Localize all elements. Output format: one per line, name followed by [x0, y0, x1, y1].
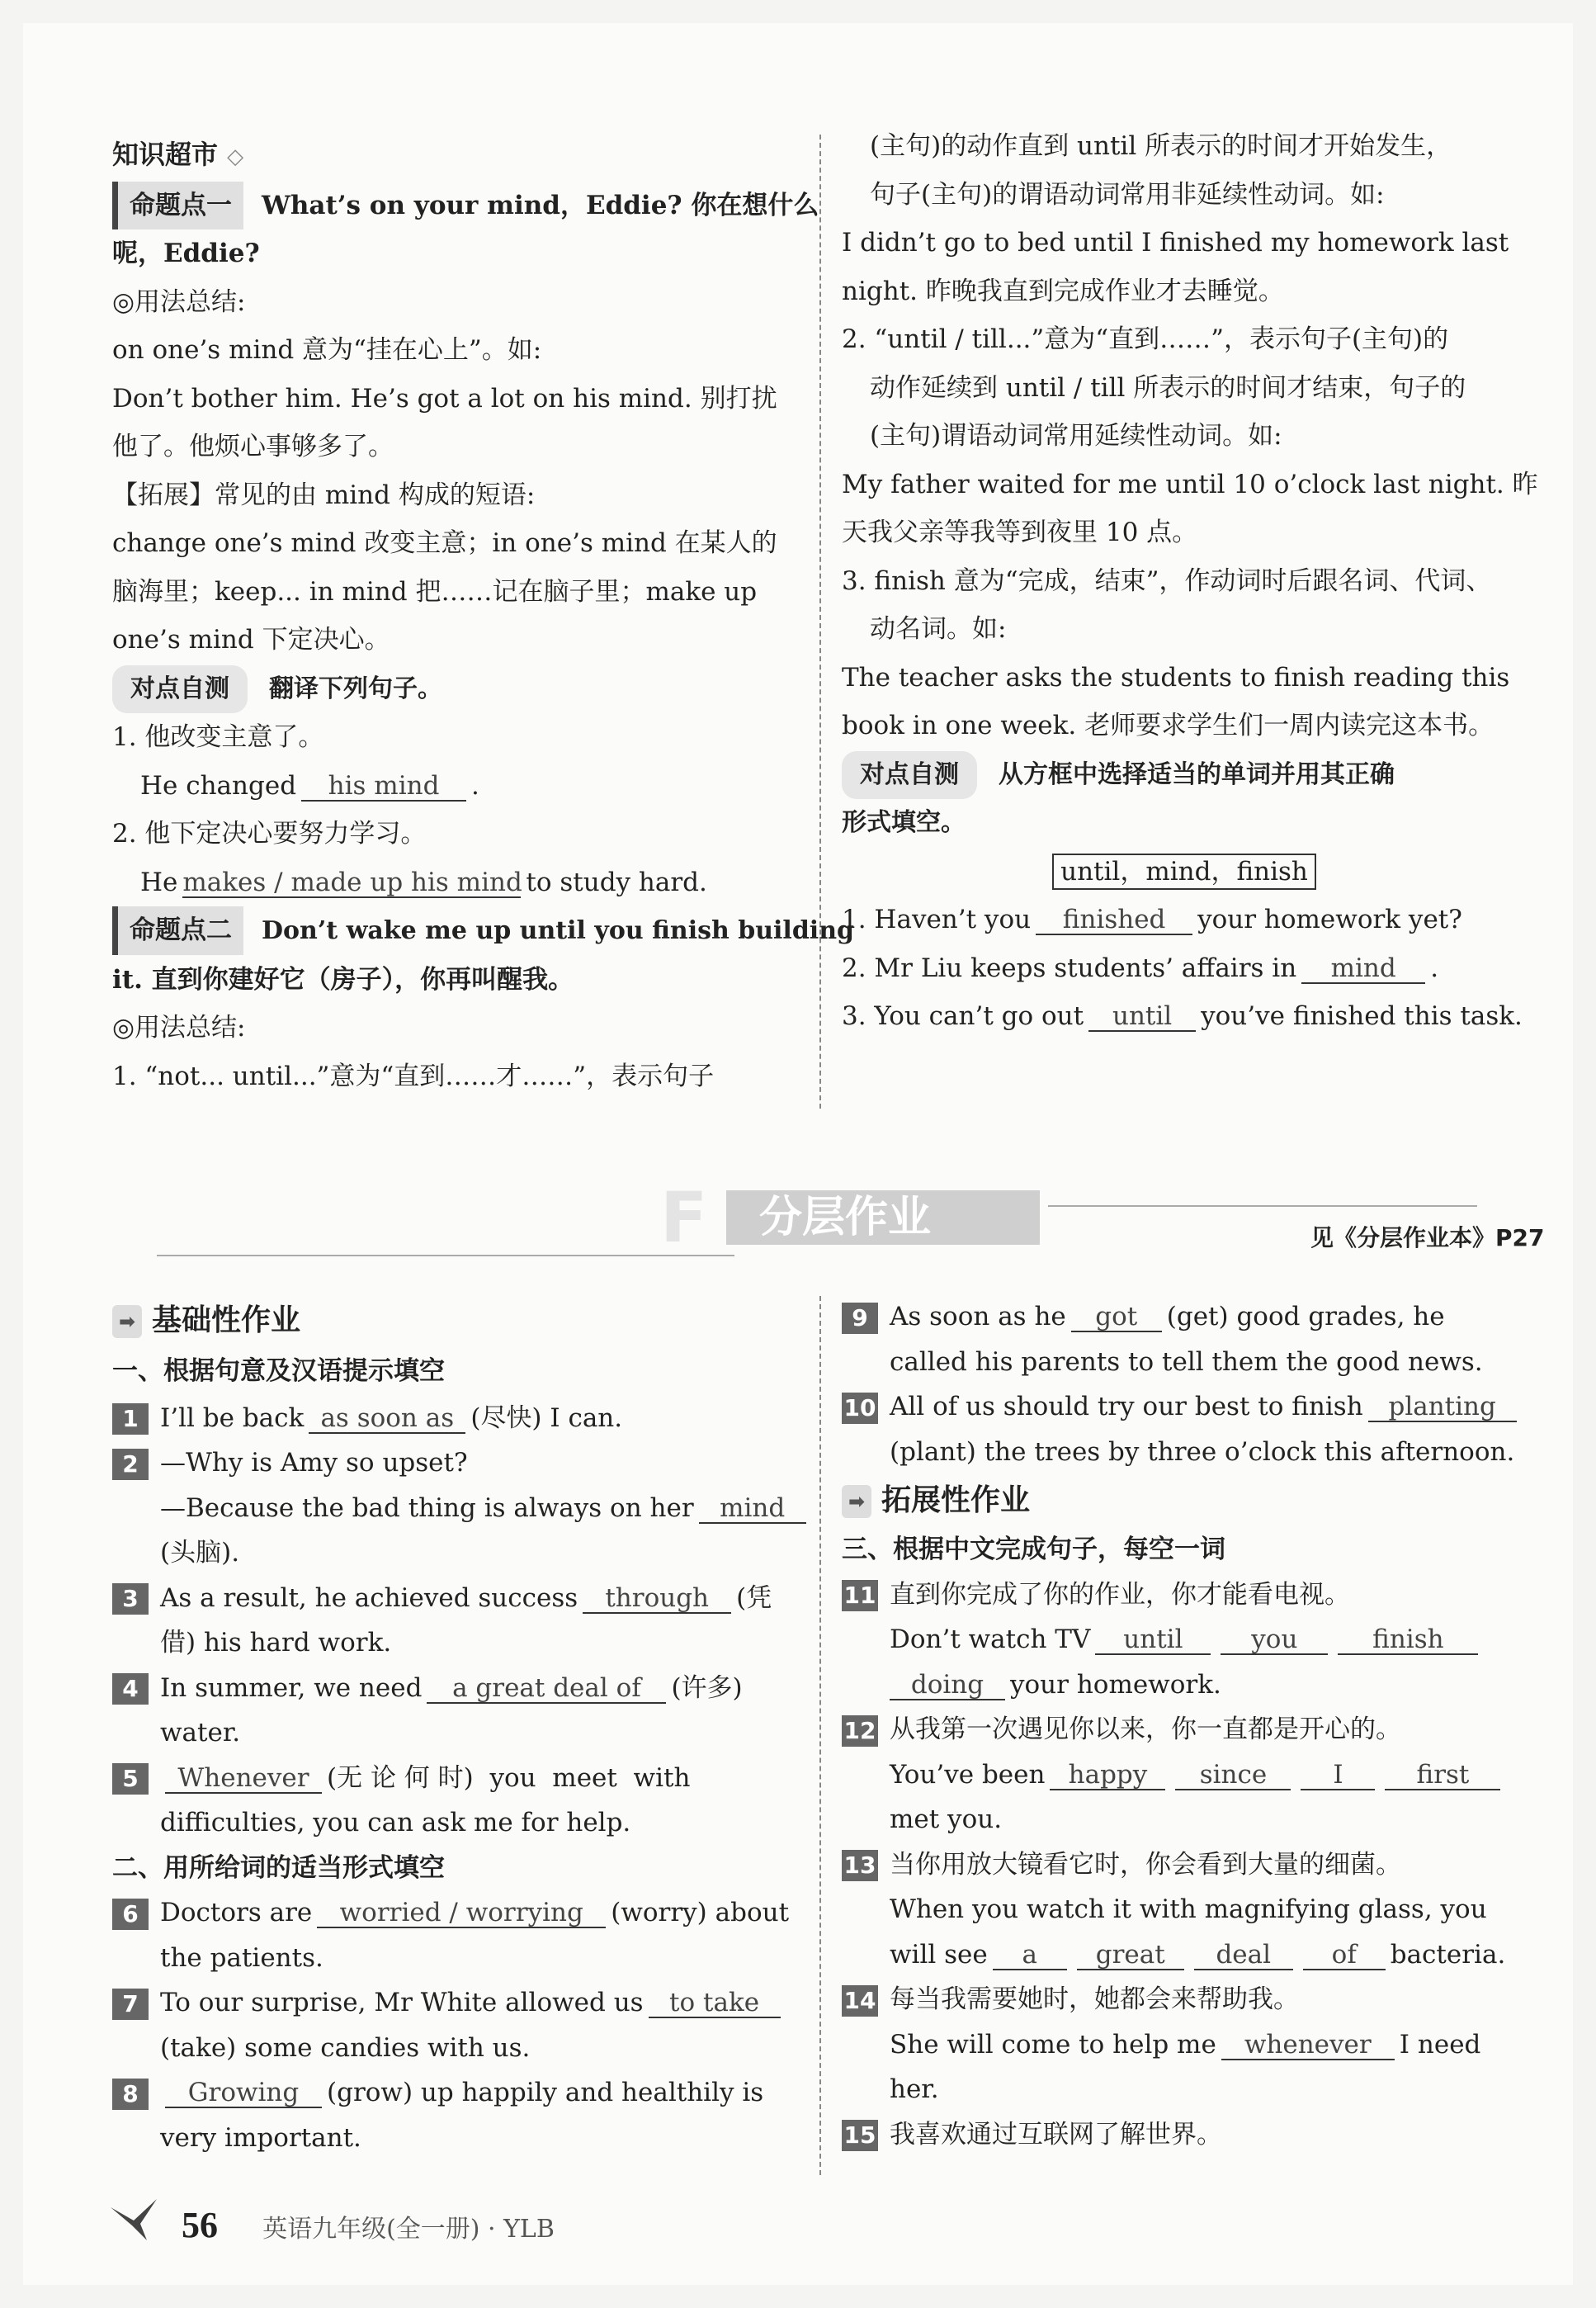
text-line: I didn’t go to bed until I finished my homework last [842, 228, 1509, 258]
book-title: 英语九年级(全一册) · YLB [262, 2215, 555, 2244]
item-14: 14 每当我需要她时，她都会来帮助我。 [842, 1977, 1535, 2022]
word-box-row [842, 848, 1527, 896]
point1-tag: 命题点一 [112, 182, 243, 230]
answer-blank[interactable]: Whenever [165, 1764, 322, 1794]
answer-blank[interactable]: first [1385, 1761, 1500, 1790]
answer-blank[interactable]: through [583, 1584, 731, 1614]
item-12-cont: met you. [890, 1804, 1003, 1834]
text-line: one’s mind 下定决心。 [112, 625, 390, 655]
item-1: 1 I’ll be back as soon as (尽快) I can. [112, 1396, 805, 1441]
self-test-tag: 对点自测 [842, 751, 977, 800]
banner-title: 分层作业 [759, 1193, 932, 1242]
diamond-icon: ◇ [227, 144, 244, 169]
answer-blank[interactable]: great [1077, 1941, 1184, 1970]
text-line: 句子(主句)的谓语动词常用非延续性动词。如: [870, 179, 1385, 210]
answer-blank[interactable]: until [1095, 1625, 1211, 1655]
item-5-cont: difficulties, you can ask me for help. [160, 1808, 631, 1837]
answer-blank[interactable]: a great deal of [427, 1674, 666, 1704]
answer-2: He makes / made up his mind to study hard. [140, 867, 707, 897]
item-15: 15 我喜欢通过互联网了解世界。 [842, 2112, 1535, 2158]
text-line: book in one week. 老师要求学生们一周内读完这本书。 [842, 711, 1494, 740]
bottom-right-column [842, 1294, 1535, 2157]
usage-summary-2: ◎用法总结: [112, 1013, 246, 1043]
item-6-cont: the patients. [160, 1942, 323, 1973]
self-test-2: 对点自测 从方框中选择适当的单词并用其正确 [842, 750, 1527, 800]
footer [182, 2204, 555, 2246]
text-line: My father waited for me until 10 o’clock last night. 昨 [842, 469, 1538, 499]
arrow-icon: ➡ [112, 1305, 142, 1338]
item-3: 3 As a result, he achieved success through (凭 [112, 1576, 805, 1621]
column-divider [819, 135, 821, 1109]
banner-rule-left [157, 1255, 734, 1256]
text-line: 动名词。如: [870, 614, 1007, 644]
page-number: 56 [182, 2205, 218, 2245]
exercise-2: 2. Mr Liu keeps students’ affairs in mind . [842, 953, 1439, 983]
answer-blank[interactable]: until [1088, 1002, 1196, 1032]
answer-blank[interactable]: since [1175, 1761, 1291, 1790]
item-10-cont: (plant) the trees by three o’clock this afternoon. [890, 1436, 1515, 1467]
answer-blank[interactable]: finish [1338, 1625, 1478, 1655]
text-line: 2. “until / till...”意为“直到……”，表示句子(主句)的 [842, 324, 1449, 354]
part2-title: 二、用所给词的适当形式填空 [112, 1852, 445, 1883]
section-title: 知识超市 ◇ [112, 139, 244, 170]
item-13-cont: When you watch it with magnifying glass, you [890, 1894, 1487, 1924]
text-line: 脑海里；keep... in mind 把……记在脑子里；make up [112, 576, 758, 607]
item-12-answer: You’ve been happy since I first [842, 1752, 1535, 1798]
text-line: 天我父亲等我等到夜里 10 点。 [842, 518, 1198, 547]
answer-blank[interactable]: his mind [301, 772, 466, 802]
item-9: 9 As soon as he got (get) good grades, he [842, 1294, 1535, 1340]
item-2-cont: (头脑). [160, 1538, 240, 1568]
answer-1: He changed his mind . [140, 770, 479, 801]
item-3-cont: 借) his hard work. [160, 1628, 392, 1658]
answer-blank[interactable]: you [1221, 1625, 1328, 1655]
self-test-2-cont: 形式填空。 [842, 808, 966, 837]
answer-blank[interactable]: a [993, 1941, 1067, 1970]
answer-blank[interactable]: makes / made up his mind [182, 867, 522, 897]
item-8-cont: very important. [160, 2122, 361, 2153]
usage-summary-1: ◎用法总结: [112, 286, 246, 317]
exercise-3: 3. You can’t go out until you’ve finished this task. [842, 1001, 1523, 1031]
answer-blank[interactable]: mind [1301, 954, 1425, 984]
answer-blank[interactable]: mind [699, 1494, 806, 1524]
item-2-cont: —Because the bad thing is always on her mind [112, 1486, 805, 1531]
part3-title: 三、根据中文完成句子，每空一词 [842, 1535, 1225, 1564]
item-13-answer: will see a great deal of bacteria. [890, 1939, 1506, 1970]
item-9-cont: called his parents to tell them the good news. [890, 1346, 1483, 1377]
item-4: 4 In summer, we need a great deal of (许多) [112, 1666, 805, 1711]
top-right-column [842, 122, 1538, 1041]
word-box: until，mind，finish [1052, 854, 1316, 890]
self-test-tag: 对点自测 [112, 665, 248, 714]
answer-blank[interactable]: finished [1036, 906, 1192, 935]
banner-rule-right [1048, 1205, 1477, 1207]
point2-tag: 命题点二 [112, 906, 243, 955]
self-test-1: 对点自测 翻译下列句子。 [112, 664, 799, 714]
item-10: 10 All of us should try our best to finish planting [842, 1384, 1535, 1430]
text-line: change one’s mind 改变主意；in one’s mind 在某人的 [112, 528, 777, 558]
exercise-1: 1. Haven’t you finished your homework yet? [842, 905, 1462, 934]
top-left-column [112, 130, 854, 1100]
text-line: 他了。他烦心事够多了。 [112, 432, 394, 461]
answer-blank[interactable]: whenever [1221, 2031, 1395, 2060]
item-11-answer-cont: doing your homework. [842, 1662, 1535, 1708]
question-2: 2. 他下定决心要努力学习。 [112, 819, 427, 849]
text-line: (主句)谓语动词常用延续性动词。如: [870, 421, 1282, 451]
answer-blank[interactable]: got [1071, 1303, 1162, 1332]
question-1: 1. 他改变主意了。 [112, 722, 324, 752]
bottom-left-column [112, 1294, 805, 2160]
answer-blank[interactable]: deal [1194, 1941, 1293, 1970]
item-6: 6 Doctors are worried / worrying (worry) about [112, 1890, 805, 1936]
part1-title: 一、根据句意及汉语提示填空 [112, 1356, 445, 1386]
item-7: 7 To our surprise, Mr White allowed us to take [112, 1980, 805, 2026]
bird-logo-icon [109, 2196, 158, 2242]
arrow-icon: ➡ [842, 1485, 871, 1518]
answer-blank[interactable]: of [1303, 1941, 1386, 1970]
banner-reference: 见《分层作业本》P27 [1310, 1224, 1545, 1251]
item-11-answer: Don’t watch TV until you finish [842, 1617, 1535, 1662]
text-line: night. 昨晚我直到完成作业才去睡觉。 [842, 276, 1284, 306]
extension-heading: ➡ 拓展性作业 [842, 1474, 1535, 1527]
item-4-cont: water. [160, 1718, 241, 1748]
banner-letter: F [660, 1177, 708, 1258]
point2-title: 命题点二 Don’t wake me up until you finish building [112, 906, 799, 956]
answer-blank[interactable]: worried / worrying [317, 1899, 606, 1928]
item-12: 12 从我第一次遇见你以来，你一直都是开心的。 [842, 1707, 1535, 1752]
text-line: 3. finish 意为“完成，结束”，作动词时后跟名词、代词、 [842, 565, 1492, 596]
item-13: 13 当你用放大镜看它时，你会看到大量的细菌。 [842, 1842, 1535, 1888]
banner [594, 1177, 1056, 1258]
text-line: 【拓展】常见的由 mind 构成的短语: [112, 480, 536, 510]
column-divider-2 [819, 1296, 821, 2175]
point2-title-cont: it. 直到你建好它（房子），你再叫醒我。 [112, 964, 574, 995]
text-line: 1. “not... until...”意为“直到……才……”，表示句子 [112, 1061, 715, 1091]
answer-blank[interactable]: planting [1368, 1393, 1517, 1422]
point1-title: 命题点一 What’s on your mind，Eddie? 你在想什么 [112, 182, 799, 230]
text-line: (主句)的动作直到 until 所表示的时间才开始发生， [870, 131, 1452, 161]
item-7-cont: (take) some candies with us. [160, 2032, 531, 2063]
answer-blank[interactable]: to take [649, 1989, 781, 2018]
item-8: 8 Growing (grow) up happily and healthily is [112, 2070, 805, 2116]
answer-blank[interactable]: Growing [165, 2079, 322, 2108]
text-line: on one’s mind 意为“挂在心上”。如: [112, 335, 542, 365]
answer-blank[interactable]: doing [890, 1671, 1005, 1700]
item-2: 2 —Why is Amy so upset? [112, 1440, 805, 1486]
text-line: Don’t bother him. He’s got a lot on his mind. 别打扰 [112, 383, 777, 414]
item-5: 5 Whenever (无 论 何 时) you meet with [112, 1756, 805, 1801]
item-14-cont: her. [890, 2074, 939, 2104]
answer-blank[interactable]: as soon as [309, 1404, 465, 1434]
text-line: 动作延续到 until / till 所表示的时间才结束，句子的 [870, 372, 1466, 403]
point1-title-cont: 呢，Eddie? [112, 239, 260, 268]
item-11: 11 直到你完成了你的作业，你才能看电视。 [842, 1573, 1535, 1618]
item-14-answer: She will come to help me whenever I need [890, 2029, 1481, 2060]
basic-heading: ➡ 基础性作业 [112, 1294, 805, 1347]
answer-blank[interactable]: I [1301, 1761, 1375, 1790]
text-line: The teacher asks the students to finish reading this [842, 662, 1510, 693]
answer-blank[interactable]: happy [1050, 1761, 1165, 1790]
